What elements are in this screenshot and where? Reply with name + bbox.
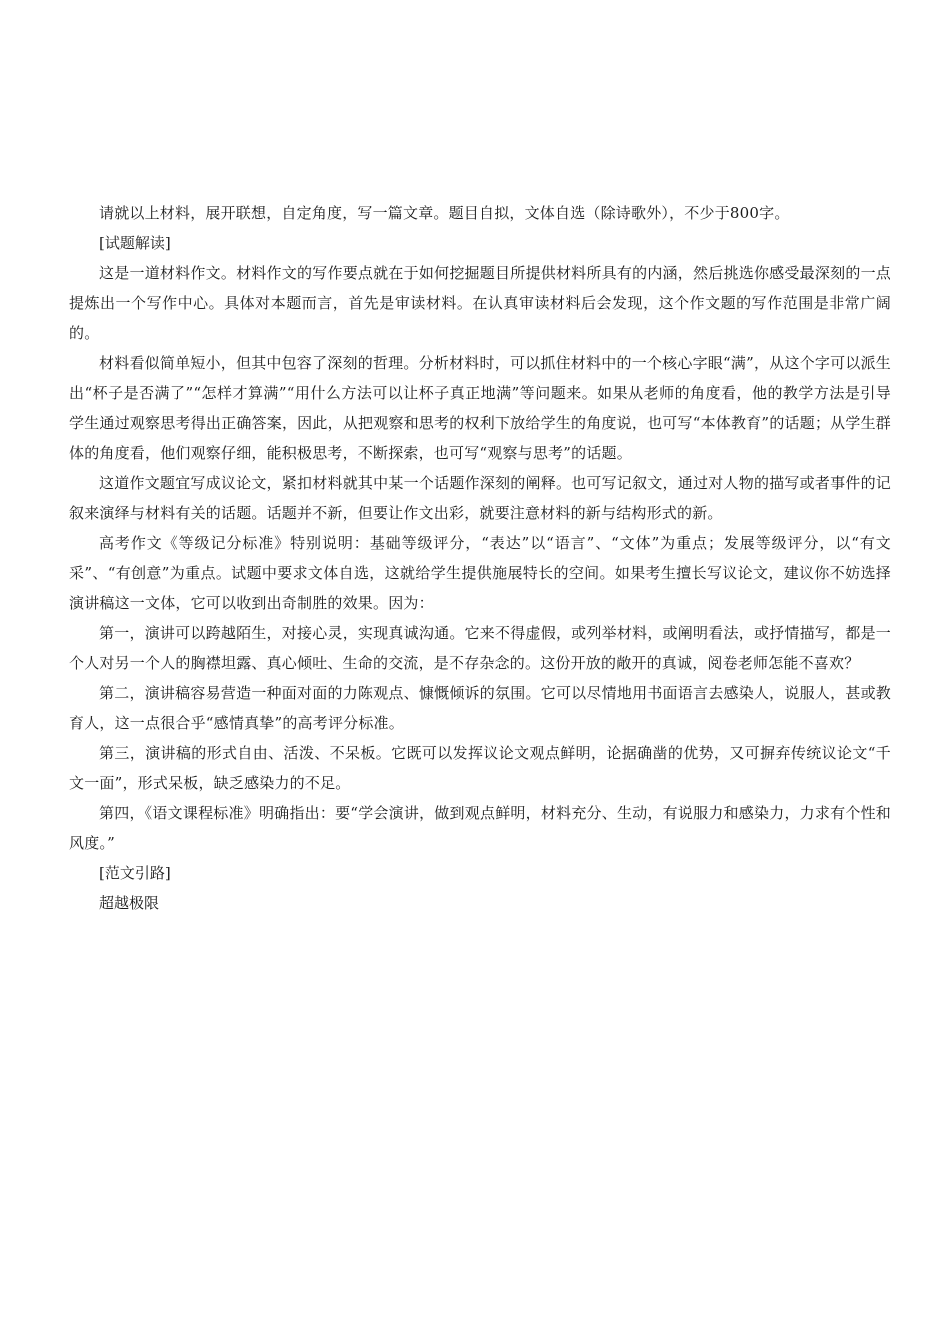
section-label-analysis: [试题解读] [99,234,171,252]
reason-fourth: 第四，《语文课程标准》明确指出：要“学会演讲，做到观点鲜明，材料充分、生动，有说服力和感染力，力求有个性和风度。” [69,804,891,852]
analysis-paragraph-4: 高考作文《等级记分标准》特别说明：基础等级评分，“表达”以“语言”、“文体”为重点；发展等级评分，以“有文采”、“有创意”为重点。试题中要求文体自选，这就给学生提供施展特长的空间。如果考生擅长写议论文，建议你不妨选择演讲稿这一文体，它可以收到出奇制胜的效果。因为： [69,534,891,612]
example-title: 超越极限 [99,894,160,912]
analysis-paragraph-2: 材料看似简单短小，但其中包容了深刻的哲理。分析材料时，可以抓住材料中的一个核心字眼“满”，从这个字可以派生出“杯子是否满了”“怎样才算满”“用什么方法可以让杯子真正地满”等问题来。如果从老师的角度看，他的教学方法是引导学生通过观察思考得出正确答案，因此，从把观察和思考的权利下放给学生的角度说，也可写“本体教育”的话题；从学生群体的角度看，他们观察仔细，能积极思考，不断探索，也可写“观察与思考”的话题。 [69,354,891,462]
reason-third: 第三，演讲稿的形式自由、活泼、不呆板。它既可以发挥议论文观点鲜明，论据确凿的优势，又可摒弃传统议论文“千文一面”，形式呆板，缺乏感染力的不足。 [69,744,891,792]
reason-first: 第一，演讲可以跨越陌生，对接心灵，实现真诚沟通。它来不得虚假，或列举材料，或阐明看法，或抒情描写，都是一个人对另一个人的胸襟坦露、真心倾吐、生命的交流，是不存杂念的。这份开放的敞开的真诚，阅卷老师怎能不喜欢？ [69,624,891,672]
analysis-paragraph-3: 这道作文题宜写成议论文，紧扣材料就其中某一个话题作深刻的阐释。也可写记叙文，通过对人物的描写或者事件的记叙来演绎与材料有关的话题。话题并不新，但要让作文出彩，就要注意材料的新与结构形式的新。 [69,474,891,522]
analysis-paragraph-1: 这是一道材料作文。材料作文的写作要点就在于如何挖掘题目所提供材料所具有的内涵，然后挑选你感受最深刻的一点提炼出一个写作中心。具体对本题而言，首先是审读材料。在认真审读材料后会发现，这个作文题的写作范围是非常广阔的。 [69,264,891,342]
section-label-example: [范文引路] [99,864,171,882]
prompt-instruction: 请就以上材料，展开联想，自定角度，写一篇文章。题目自拟，文体自选（除诗歌外），不少于800字。 [99,204,790,222]
document-body [69,198,891,918]
reason-second: 第二，演讲稿容易营造一种面对面的力陈观点、慷慨倾诉的氛围。它可以尽情地用书面语言去感染人，说服人，甚或教育人，这一点很合乎“感情真挚”的高考评分标准。 [69,684,891,732]
